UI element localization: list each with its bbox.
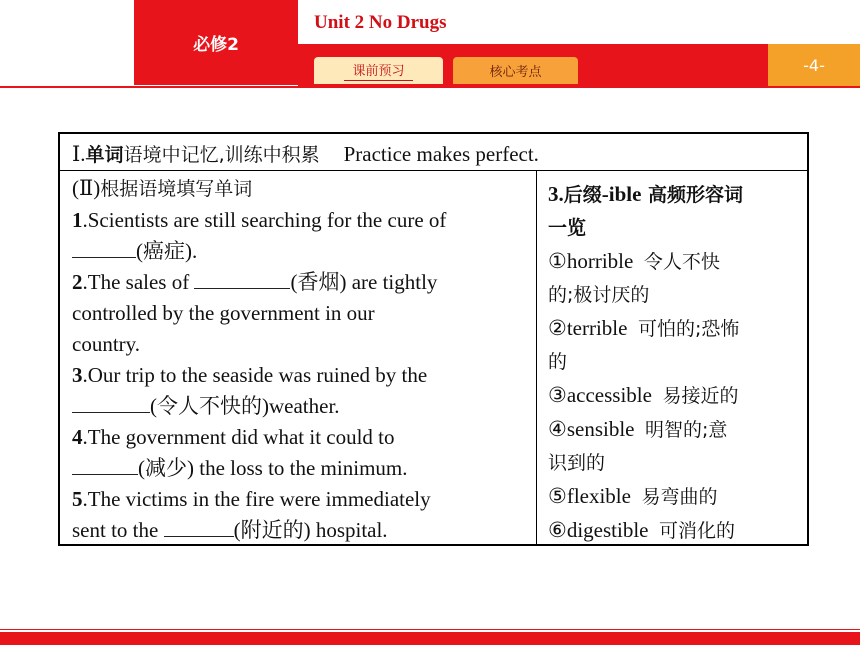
item-number: 1 [72,208,83,232]
vocab-entry-2-cont: 的 [548,351,568,373]
footer-bar [0,632,860,645]
vocab-title [548,178,803,212]
item-hint: (癌症). [136,239,198,263]
exercise-column [72,173,532,546]
vocab-entry-4-cont: 识到的 [548,452,606,474]
item-number: 4 [72,425,83,449]
vocab-title-cn2: 高频形容词 [641,184,744,206]
item-number: 3 [72,363,83,387]
exercise-item-1 [72,205,532,236]
section-header [60,134,807,171]
tab-preview[interactable] [314,57,443,84]
item-text: .The sales of [82,270,195,294]
item-hint: (减少) the loss to the minimum. [138,456,408,480]
vocab-entry-2: ②terrible 可怕的;恐怖 [548,316,740,340]
vocab-title-cont: 一览 [548,217,587,239]
answer-blank[interactable] [72,454,138,475]
footer-rule [0,629,860,630]
exercise-heading-num: (Ⅱ) [72,176,101,200]
vocab-title-num: 3. [548,182,564,206]
item-text: sent to the [72,518,164,542]
exercise-item-5-cont [72,515,532,546]
tab-key-points-label: 核心考点 [489,65,542,80]
vocab-entry-1: ①horrible 令人不快 [548,249,720,273]
exercise-item-1-cont [72,236,532,267]
exercise-item-5 [72,484,532,515]
section-label: 语境中记忆,训练中积累 [123,144,320,166]
item-number: 5 [72,487,83,511]
vocab-column [548,178,803,548]
header-divider [0,86,860,88]
section-roman: Ⅰ. [72,142,86,166]
vocab-entry-5: ⑤flexible 易弯曲的 [548,484,718,508]
exercise-item-2-cont2: country. [72,332,141,356]
item-hint: (香烟) are tightly [290,270,438,294]
item-text: .Our trip to the seaside was ruined by the [82,363,428,387]
exercise-item-3-cont [72,391,532,422]
tab-key-points[interactable] [453,57,578,84]
page-number: -4- [768,44,860,86]
book-label: 必修2 [134,0,298,85]
item-hint: (令人不快的)weather. [150,394,340,418]
exercise-item-3 [72,360,532,391]
exercise-item-2-cont: controlled by the government in our [72,301,375,325]
content-box [58,132,809,546]
item-hint: (附近的) hospital. [233,518,388,542]
tab-preview-label: 课前预习 [344,60,412,81]
answer-blank[interactable] [72,237,136,258]
exercise-heading [72,173,532,205]
item-text: .The victims in the fire were immediately [82,487,431,511]
exercise-item-4-cont [72,453,532,484]
vocab-entry-1-cont: 的;极讨厌的 [548,284,650,306]
unit-title: Unit 2 No Drugs [314,12,447,33]
vocab-title-suffix: -ible [601,182,642,206]
vocab-entry-6: ⑥digestible 可消化的 [548,518,735,542]
item-text: .Scientists are still searching for the cure of [82,208,447,232]
answer-blank[interactable] [164,516,234,537]
exercise-heading-text: 根据语境填写单词 [100,178,253,200]
item-number: 2 [72,270,83,294]
exercise-item-2 [72,267,532,298]
column-divider [536,171,537,546]
vocab-entry-3: ③accessible 易接近的 [548,383,739,407]
section-bold-label: 单词 [85,144,124,166]
vocab-entry-4: ④sensible 明智的;意 [548,417,728,441]
exercise-item-4 [72,422,532,453]
vocab-title-cn: 后缀 [563,184,602,206]
section-motto: Practice makes perfect. [343,142,539,166]
answer-blank[interactable] [194,268,290,289]
answer-blank[interactable] [72,392,150,413]
item-text: .The government did what it could to [82,425,395,449]
